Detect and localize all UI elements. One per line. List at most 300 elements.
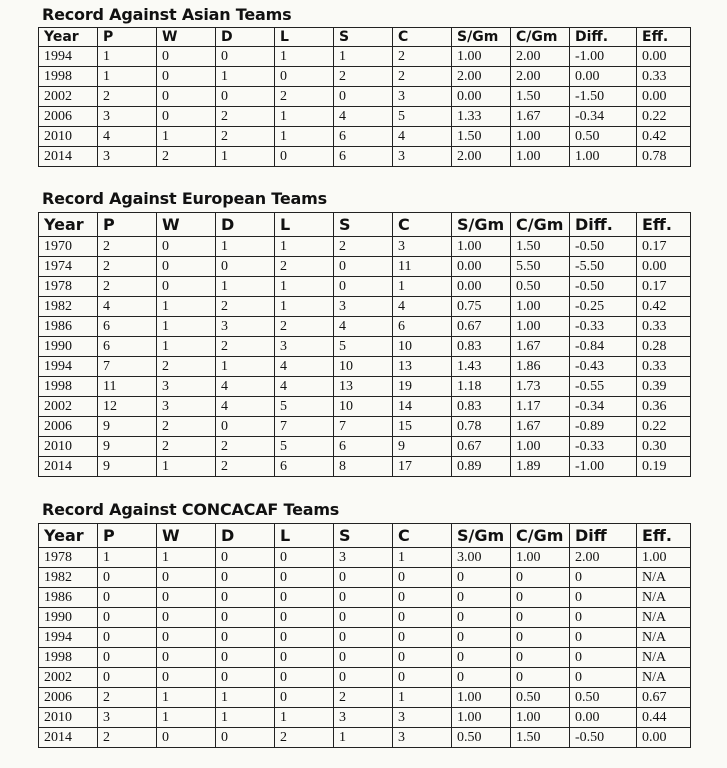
table-cell: 2014 <box>39 457 98 477</box>
table-cell: 0 <box>216 257 275 277</box>
table-cell: 5.50 <box>511 257 570 277</box>
table-cell: 4 <box>216 377 275 397</box>
table-cell: 0 <box>511 588 570 608</box>
table-cell: 6 <box>334 147 393 167</box>
column-header: S <box>334 28 393 47</box>
table-cell: 0.00 <box>452 257 511 277</box>
column-header: Year <box>39 213 98 237</box>
table-cell: 0.22 <box>637 417 691 437</box>
table-cell: 0 <box>216 668 275 688</box>
table-cell: 0.17 <box>637 277 691 297</box>
table-cell: 7 <box>334 417 393 437</box>
table-cell: 0 <box>98 608 157 628</box>
table-cell: N/A <box>637 628 691 648</box>
table-cell: 0 <box>157 608 216 628</box>
table-cell: 0 <box>511 668 570 688</box>
table-cell: 0 <box>275 608 334 628</box>
table-cell: 1.43 <box>452 357 511 377</box>
table-cell: -0.34 <box>570 397 637 417</box>
table-cell: 17 <box>393 457 452 477</box>
table-cell: 0 <box>216 648 275 668</box>
table-cell: 0 <box>452 608 511 628</box>
table-cell: 1.33 <box>452 107 511 127</box>
table-cell: 2.00 <box>452 67 511 87</box>
table-cell: 0 <box>570 588 637 608</box>
table-cell: 1.00 <box>452 688 511 708</box>
table-cell: 0 <box>570 568 637 588</box>
table-cell: 1 <box>393 277 452 297</box>
table-cell: 0 <box>511 568 570 588</box>
table-cell: 2 <box>157 147 216 167</box>
table-cell: 1 <box>275 127 334 147</box>
table-cell: 4 <box>393 127 452 147</box>
table-cell: N/A <box>637 568 691 588</box>
table-cell: 13 <box>393 357 452 377</box>
table-cell: 1990 <box>39 608 98 628</box>
column-header: P <box>98 28 157 47</box>
table-cell: 2 <box>157 357 216 377</box>
column-header: Eff. <box>637 213 691 237</box>
table-cell: 0 <box>570 628 637 648</box>
table-row <box>39 337 691 357</box>
table-cell: 11 <box>98 377 157 397</box>
table-cell: 1 <box>334 47 393 67</box>
table-cell: 1982 <box>39 297 98 317</box>
table-cell: 0 <box>334 568 393 588</box>
table-cell: -1.00 <box>570 457 637 477</box>
table-cell: 0.00 <box>637 257 691 277</box>
table-cell: 0 <box>157 87 216 107</box>
table-row <box>39 127 691 147</box>
table-cell: 1 <box>393 548 452 568</box>
table-cell: 0 <box>334 277 393 297</box>
column-header: D <box>216 213 275 237</box>
table-row <box>39 688 691 708</box>
table-cell: 0 <box>334 588 393 608</box>
table-cell: 0.67 <box>452 317 511 337</box>
table-cell: 1998 <box>39 67 98 87</box>
table-cell: 2002 <box>39 87 98 107</box>
table-cell: 1 <box>98 67 157 87</box>
column-header: S/Gm <box>452 213 511 237</box>
table-cell: 1 <box>98 548 157 568</box>
table-cell: -5.50 <box>570 257 637 277</box>
table-cell: 1978 <box>39 548 98 568</box>
table-cell: 2006 <box>39 417 98 437</box>
table-row <box>39 548 691 568</box>
table-cell: 2006 <box>39 688 98 708</box>
table-cell: 0 <box>216 608 275 628</box>
table-cell: 0.00 <box>637 87 691 107</box>
table-cell: 0 <box>393 608 452 628</box>
table-cell: 0 <box>216 588 275 608</box>
table-cell: 0.83 <box>452 337 511 357</box>
column-header: C/Gm <box>511 524 570 548</box>
table-cell: 4 <box>98 297 157 317</box>
table-cell: 0.83 <box>452 397 511 417</box>
table-cell: 1 <box>216 147 275 167</box>
table-cell: 0 <box>452 648 511 668</box>
table-cell: 1994 <box>39 628 98 648</box>
table-cell: -0.84 <box>570 337 637 357</box>
table-cell: 1.18 <box>452 377 511 397</box>
concacaf-teams-table <box>38 523 691 748</box>
table-cell: 0.67 <box>637 688 691 708</box>
table-cell: 0 <box>98 648 157 668</box>
table-cell: -0.50 <box>570 237 637 257</box>
table-cell: 3 <box>216 317 275 337</box>
table-cell: 0.33 <box>637 357 691 377</box>
table-cell: 0 <box>216 728 275 748</box>
table-cell: 1 <box>275 708 334 728</box>
column-header: P <box>98 213 157 237</box>
table-cell: 10 <box>334 397 393 417</box>
column-header: C <box>393 524 452 548</box>
table-cell: -1.50 <box>570 87 637 107</box>
table-cell: 0 <box>216 628 275 648</box>
table-cell: 0 <box>157 568 216 588</box>
table-cell: 3 <box>393 147 452 167</box>
column-header: S <box>334 524 393 548</box>
table-cell: 2006 <box>39 107 98 127</box>
header-row <box>39 524 691 548</box>
table-cell: 2 <box>334 237 393 257</box>
table-cell: 6 <box>334 437 393 457</box>
table-cell: 0 <box>334 628 393 648</box>
table-cell: 4 <box>98 127 157 147</box>
table-cell: 0 <box>393 588 452 608</box>
table-cell: 1.67 <box>511 107 570 127</box>
table-row <box>39 297 691 317</box>
table-cell: 0 <box>275 548 334 568</box>
table-cell: 2.00 <box>452 147 511 167</box>
table-cell: 2.00 <box>570 548 637 568</box>
table-cell: 0.00 <box>637 47 691 67</box>
table-cell: 0.33 <box>637 317 691 337</box>
table-cell: 6 <box>98 317 157 337</box>
column-header: C <box>393 213 452 237</box>
column-header: W <box>157 28 216 47</box>
table-cell: 2.00 <box>511 67 570 87</box>
table-cell: 3 <box>393 708 452 728</box>
column-header: S/Gm <box>452 524 511 548</box>
table-cell: 4 <box>216 397 275 417</box>
table-cell: 2010 <box>39 708 98 728</box>
table-row <box>39 237 691 257</box>
table-cell: 0 <box>216 417 275 437</box>
table-cell: 2014 <box>39 728 98 748</box>
table-cell: 1974 <box>39 257 98 277</box>
table-cell: 3 <box>393 728 452 748</box>
table-cell: 1.73 <box>511 377 570 397</box>
column-header: C/Gm <box>511 28 570 47</box>
table-cell: 0 <box>98 588 157 608</box>
table-cell: 2 <box>334 67 393 87</box>
column-header: S <box>334 213 393 237</box>
table-cell: 0 <box>216 87 275 107</box>
table-row <box>39 107 691 127</box>
table-row <box>39 277 691 297</box>
european-teams-table <box>38 212 691 477</box>
table-cell: 2010 <box>39 127 98 147</box>
table-cell: 6 <box>334 127 393 147</box>
table-cell: -0.33 <box>570 437 637 457</box>
column-header: L <box>275 524 334 548</box>
section-title: Record Against CONCACAF Teams <box>42 500 340 519</box>
table-cell: 0.44 <box>637 708 691 728</box>
table-cell: 0 <box>275 67 334 87</box>
table-cell: 0 <box>216 568 275 588</box>
table-cell: 7 <box>275 417 334 437</box>
table-cell: 15 <box>393 417 452 437</box>
column-header: Diff. <box>570 28 637 47</box>
table-cell: 1.50 <box>511 728 570 748</box>
table-cell: 4 <box>275 377 334 397</box>
table-cell: 1.00 <box>511 127 570 147</box>
table-cell: 3 <box>157 397 216 417</box>
table-cell: 3 <box>393 87 452 107</box>
table-cell: 2 <box>334 688 393 708</box>
table-cell: 0.78 <box>637 147 691 167</box>
table-cell: 1986 <box>39 317 98 337</box>
table-cell: 12 <box>98 397 157 417</box>
table-cell: 10 <box>393 337 452 357</box>
table-cell: 0.00 <box>452 277 511 297</box>
column-header: Eff. <box>637 524 691 548</box>
table-cell: 0 <box>452 628 511 648</box>
table-cell: 0 <box>275 648 334 668</box>
table-cell: 2 <box>98 257 157 277</box>
table-cell: -0.55 <box>570 377 637 397</box>
table-cell: -0.43 <box>570 357 637 377</box>
header-row <box>39 28 691 47</box>
table-cell: 0 <box>157 257 216 277</box>
table-row <box>39 87 691 107</box>
table-cell: 1982 <box>39 568 98 588</box>
table-row <box>39 397 691 417</box>
table-cell: 1 <box>157 708 216 728</box>
column-header: Diff. <box>570 213 637 237</box>
table-cell: 5 <box>334 337 393 357</box>
table-cell: 1.00 <box>511 317 570 337</box>
table-cell: 1 <box>216 237 275 257</box>
table-cell: 0.00 <box>452 87 511 107</box>
table-cell: 9 <box>98 417 157 437</box>
table-cell: 2002 <box>39 668 98 688</box>
table-cell: 0 <box>393 668 452 688</box>
table-cell: -0.50 <box>570 277 637 297</box>
table-cell: 0 <box>275 668 334 688</box>
table-row <box>39 648 691 668</box>
column-header: C <box>393 28 452 47</box>
table-cell: 2 <box>98 688 157 708</box>
table-cell: 0 <box>511 608 570 628</box>
table-cell: 1970 <box>39 237 98 257</box>
table-cell: 0 <box>157 277 216 297</box>
table-cell: 3 <box>334 708 393 728</box>
table-cell: 1.67 <box>511 337 570 357</box>
table-row <box>39 437 691 457</box>
table-cell: 0 <box>275 568 334 588</box>
table-cell: 0 <box>98 568 157 588</box>
table-cell: 1 <box>216 357 275 377</box>
table-cell: 2 <box>393 47 452 67</box>
table-row <box>39 47 691 67</box>
table-cell: 0.67 <box>452 437 511 457</box>
table-cell: 0.00 <box>570 708 637 728</box>
table-cell: 0.89 <box>452 457 511 477</box>
table-cell: 0 <box>334 257 393 277</box>
table-cell: 1998 <box>39 377 98 397</box>
column-header: S/Gm <box>452 28 511 47</box>
table-cell: 0 <box>334 648 393 668</box>
table-cell: 1.00 <box>570 147 637 167</box>
table-cell: 0 <box>98 628 157 648</box>
table-cell: 2 <box>216 127 275 147</box>
table-cell: 1 <box>334 728 393 748</box>
table-cell: 1994 <box>39 357 98 377</box>
table-cell: 1.89 <box>511 457 570 477</box>
table-cell: 0 <box>275 147 334 167</box>
table-cell: 5 <box>393 107 452 127</box>
table-row <box>39 377 691 397</box>
table-cell: 1 <box>216 688 275 708</box>
table-cell: 1.00 <box>452 237 511 257</box>
table-cell: 0 <box>393 568 452 588</box>
asian-teams-table <box>38 27 691 167</box>
table-cell: 0 <box>393 648 452 668</box>
table-cell: 0.00 <box>637 728 691 748</box>
table-cell: 5 <box>275 397 334 417</box>
table-cell: 3 <box>334 548 393 568</box>
table-row <box>39 67 691 87</box>
table-cell: 2 <box>98 277 157 297</box>
table-cell: 0 <box>334 668 393 688</box>
table-cell: 2 <box>275 728 334 748</box>
table-cell: 2 <box>216 337 275 357</box>
table-cell: 0 <box>157 237 216 257</box>
table-cell: 0.50 <box>452 728 511 748</box>
table-cell: 2 <box>216 107 275 127</box>
table-cell: 1 <box>157 688 216 708</box>
table-cell: 1 <box>275 47 334 67</box>
column-header: Year <box>39 524 98 548</box>
table-row <box>39 728 691 748</box>
table-cell: 0 <box>216 47 275 67</box>
table-row <box>39 628 691 648</box>
table-cell: 7 <box>98 357 157 377</box>
table-cell: 0 <box>511 628 570 648</box>
table-cell: 3 <box>98 147 157 167</box>
table-cell: 0 <box>570 648 637 668</box>
table-row <box>39 668 691 688</box>
table-cell: 5 <box>275 437 334 457</box>
table-cell: 0.78 <box>452 417 511 437</box>
table-cell: 1 <box>157 127 216 147</box>
table-cell: 1990 <box>39 337 98 357</box>
table-cell: 9 <box>393 437 452 457</box>
table-cell: 0.30 <box>637 437 691 457</box>
table-cell: 0 <box>275 588 334 608</box>
table-cell: 0.33 <box>637 67 691 87</box>
table-cell: 0.42 <box>637 127 691 147</box>
table-cell: 1 <box>275 277 334 297</box>
table-cell: 11 <box>393 257 452 277</box>
table-cell: 9 <box>98 437 157 457</box>
table-row <box>39 417 691 437</box>
table-cell: 0.39 <box>637 377 691 397</box>
table-cell: 1 <box>216 708 275 728</box>
table-cell: 0 <box>157 67 216 87</box>
table-cell: 1986 <box>39 588 98 608</box>
column-header: Year <box>39 28 98 47</box>
table-cell: 2 <box>216 437 275 457</box>
table-cell: 0 <box>275 688 334 708</box>
table-cell: 1.50 <box>511 87 570 107</box>
table-cell: 2 <box>98 728 157 748</box>
column-header: L <box>275 213 334 237</box>
table-cell: 0.00 <box>570 67 637 87</box>
header-row <box>39 213 691 237</box>
table-row <box>39 257 691 277</box>
table-cell: 1.00 <box>511 548 570 568</box>
table-cell: -0.34 <box>570 107 637 127</box>
table-cell: 0.75 <box>452 297 511 317</box>
table-cell: 10 <box>334 357 393 377</box>
section-title: Record Against European Teams <box>42 189 327 208</box>
table-cell: 1 <box>157 297 216 317</box>
table-cell: 3 <box>157 377 216 397</box>
table-cell: 1 <box>157 548 216 568</box>
table-cell: 1.86 <box>511 357 570 377</box>
table-cell: 0 <box>570 668 637 688</box>
table-cell: 2 <box>216 457 275 477</box>
table-cell: 1.00 <box>452 47 511 67</box>
table-row <box>39 317 691 337</box>
table-cell: -0.89 <box>570 417 637 437</box>
table-cell: 2 <box>216 297 275 317</box>
table-cell: 3 <box>334 297 393 317</box>
table-cell: 0.36 <box>637 397 691 417</box>
table-cell: 2010 <box>39 437 98 457</box>
table-row <box>39 357 691 377</box>
table-cell: N/A <box>637 668 691 688</box>
table-cell: 1 <box>157 337 216 357</box>
table-cell: 4 <box>334 317 393 337</box>
table-row <box>39 147 691 167</box>
table-cell: 0 <box>98 668 157 688</box>
table-cell: 1.00 <box>637 548 691 568</box>
table-cell: 1 <box>275 297 334 317</box>
table-cell: 3 <box>393 237 452 257</box>
column-header: W <box>157 524 216 548</box>
table-cell: 0 <box>334 608 393 628</box>
table-cell: 13 <box>334 377 393 397</box>
table-cell: 0 <box>157 628 216 648</box>
table-cell: 0.50 <box>570 688 637 708</box>
table-cell: 0.50 <box>511 277 570 297</box>
table-cell: 4 <box>393 297 452 317</box>
table-cell: 0 <box>157 47 216 67</box>
table-cell: 1 <box>157 317 216 337</box>
table-cell: 1 <box>98 47 157 67</box>
column-header: P <box>98 524 157 548</box>
table-cell: 2 <box>275 257 334 277</box>
table-cell: -0.33 <box>570 317 637 337</box>
table-cell: 6 <box>98 337 157 357</box>
table-cell: 1 <box>157 457 216 477</box>
table-row <box>39 608 691 628</box>
